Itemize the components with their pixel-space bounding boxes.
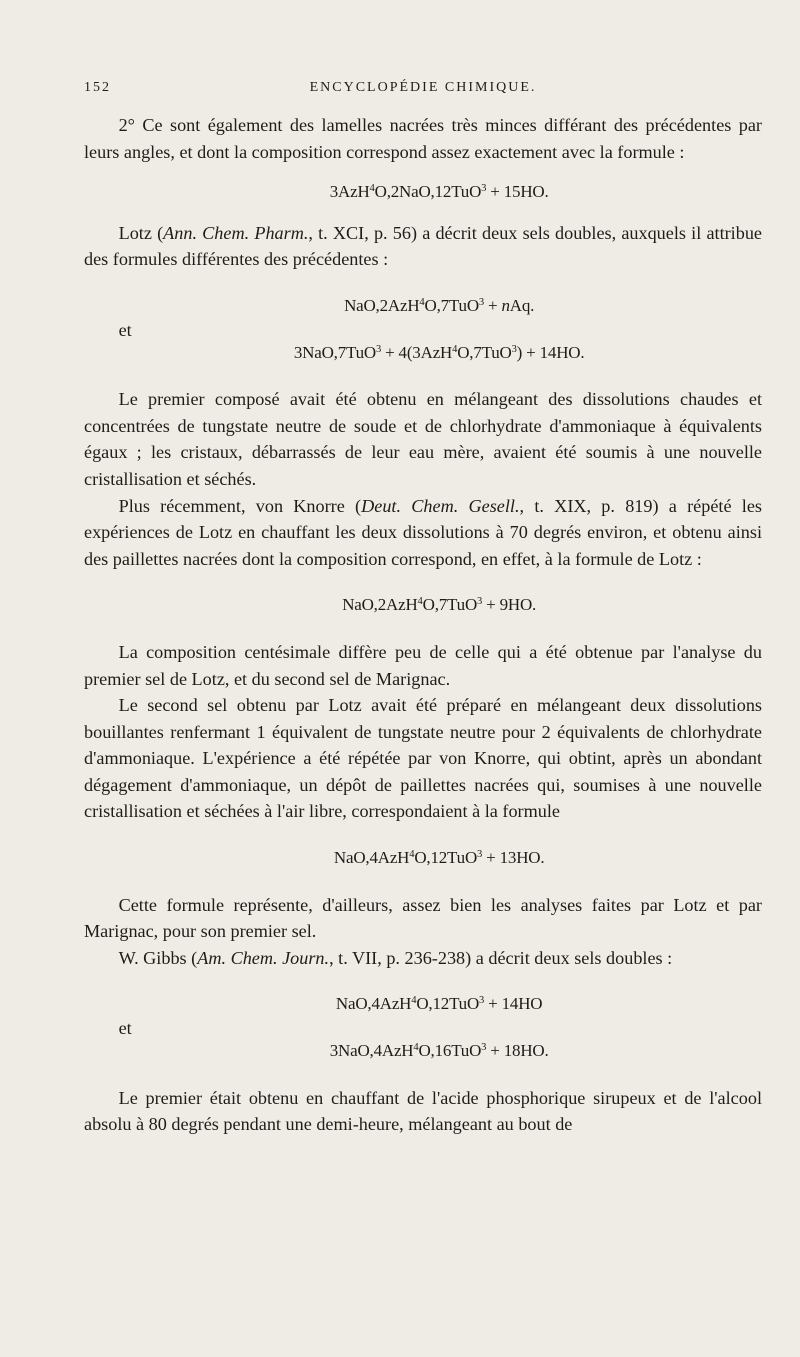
formula-7: 3NaO,4AzH$^4$O,16TuO$^3$ + 18HO. (329, 1041, 549, 1061)
paragraph-3: Le premier composé avait été obtenu en mélangeant des dissolutions chaudes et concentrées de tungstate neutre de soude et de chlorhydrate d'ammoniaque à équivalents égaux ; les cristaux, débarrassés de leur eau mère, avaient été soumis à une nouvelle cristallisation et séchés. (84, 389, 762, 489)
conjunction-et-2: et (118, 1018, 132, 1039)
page-number: 152 (84, 80, 111, 95)
conjunction-et: et (118, 319, 132, 340)
paragraph-8: W. Gibbs (Am. Chem. Journ., t. VII, p. 236-238) a décrit deux sels doubles : (118, 947, 673, 968)
formula-6: NaO,4AzH$^4$O,12TuO$^3$ + 14HO (335, 994, 543, 1014)
paragraph-5: La composition centésimale diffère peu de celle qui a été obtenue par l'analyse du premier sel de Lotz, et du second sel de Marignac. (84, 641, 762, 689)
citation-ann-chem-pharm: Ann. Chem. Pharm. (163, 222, 309, 243)
formula-5: NaO,4AzH$^4$O,12TuO$^3$ + 13HO. (333, 848, 545, 868)
paragraph-2: Lotz (Ann. Chem. Pharm., t. XCI, p. 56) a décrit deux sels doubles, auxquels il attribue des formules différentes des précédentes : (84, 222, 762, 270)
citation-am-chem-journ: Am. Chem. Journ. (197, 947, 330, 968)
formula-2: NaO,2AzH$^4$O,7TuO$^3$ + nAq. (344, 295, 535, 315)
page-body (84, 112, 762, 1138)
formula-3: 3NaO,7TuO$^3$ + 4(3AzH$^4$O,7TuO$^3$) + 14HO. (293, 342, 585, 362)
formula-4: NaO,2AzH$^4$O,7TuO$^3$ + 9HO. (342, 595, 537, 615)
formula-1: 3AzH$^4$O,2NaO,12TuO$^3$ + 15HO. (329, 182, 549, 202)
page-header (84, 80, 762, 100)
paragraph-9: Le premier était obtenu en chauffant de l'acide phosphorique sirupeux et de l'alcool absolu à 80 degrés pendant une demi-heure, mélangeant au bout de (84, 1087, 762, 1135)
paragraph-1: 2° Ce sont également des lamelles nacrées très minces différant des précédentes par leurs angles, et dont la composition correspond assez exactement avec la formule : (84, 115, 762, 162)
paragraph-6: Le second sel obtenu par Lotz avait été préparé en mélangeant deux dissolutions bouillantes renfermant 1 équivalent de tungstate neutre pour 2 équivalents de chlorhydrate d'ammoniaque. L'expérience a été répétée par von Knorre, qui obtint, après un abondant dégagement d'ammoniaque, un dépôt de paillettes nacrées qui, soumises à une nouvelle cristallisation et séchées à l'air libre, correspondaient à la formule (84, 695, 762, 822)
citation-deut-chem-gesell: Deut. Chem. Gesell. (361, 495, 520, 516)
paragraph-7: Cette formule représente, d'ailleurs, assez bien les analyses faites par Lotz et par Marignac, pour son premier sel. (84, 894, 762, 942)
paragraph-4: Plus récemment, von Knorre (Deut. Chem. Gesell., t. XIX, p. 819) a répété les expériences de Lotz en chauffant les deux dissolutions à 70 degrés environ, et obtenu ainsi des paillettes nacrées dont la composition correspond, en effet, à la formule de Lotz : (84, 495, 763, 569)
running-title: ENCYCLOPÉDIE CHIMIQUE. (309, 80, 537, 95)
